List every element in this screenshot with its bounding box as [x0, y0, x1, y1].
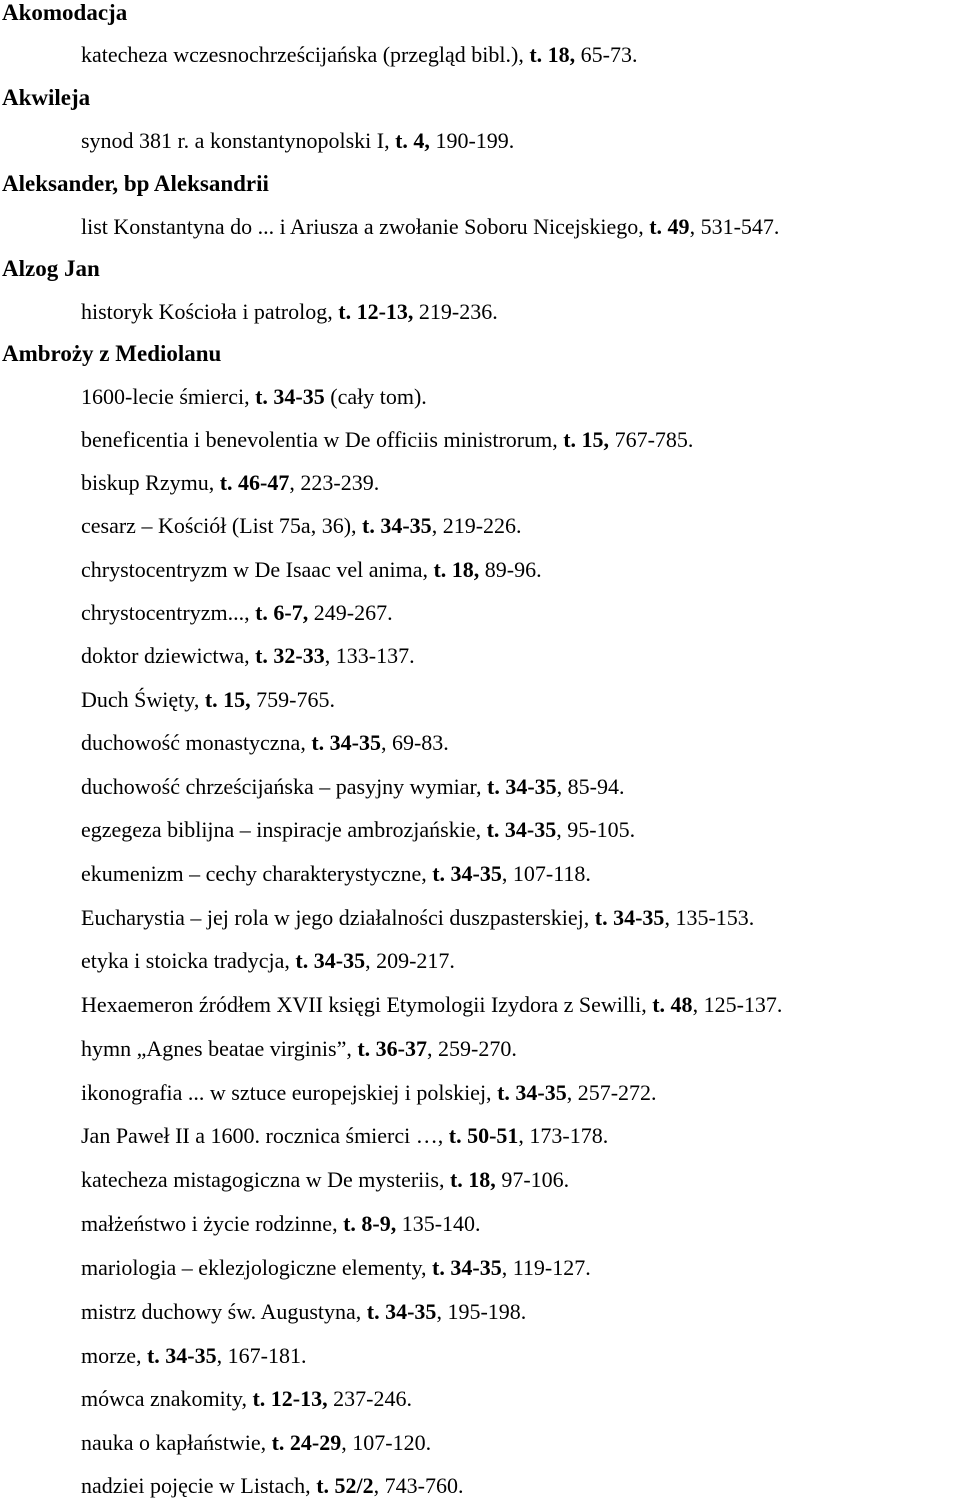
entry-topic: ikonografia ... w sztuce europejskiej i polskiej, — [81, 1080, 498, 1105]
index-entry — [81, 1255, 591, 1281]
entry-volume: t. 34-35 — [146, 1343, 217, 1368]
index-entry — [81, 1080, 657, 1106]
entry-topic: Jan Paweł II a 1600. rocznica śmierci …, — [81, 1123, 449, 1148]
index-entry — [81, 1167, 569, 1193]
entry-volume: t. 32-33 — [255, 643, 325, 668]
entry-pages: , 195-198. — [436, 1299, 527, 1324]
entry-volume: t. 12-13, — [252, 1386, 328, 1411]
entry-pages: , 259-270. — [427, 1036, 517, 1061]
entry-pages: , 173-178. — [518, 1123, 609, 1148]
index-entry — [81, 214, 779, 240]
entry-topic: ekumenizm – cechy charakterystyczne, — [81, 861, 433, 886]
entry-topic: mistrz duchowy św. Augustyna, — [81, 1299, 367, 1324]
index-entry — [81, 128, 514, 154]
entry-pages: , 223-239. — [289, 470, 380, 495]
index-entry — [81, 470, 379, 496]
entry-volume: t. 34-35 — [311, 730, 381, 755]
entry-volume: t. 48 — [652, 992, 693, 1017]
entry-pages: 65-73. — [575, 42, 638, 67]
entry-topic: chrystocentryzm..., — [81, 600, 256, 625]
entry-volume: t. 4, — [395, 128, 430, 153]
index-heading-akomodacja: Akomodacja — [2, 0, 128, 25]
index-heading-aleksander: Aleksander, bp Aleksandrii — [2, 171, 269, 196]
index-entry — [81, 861, 591, 887]
entry-topic: Duch Święty, — [81, 687, 205, 712]
index-entry — [81, 427, 693, 453]
entry-topic: morze, — [81, 1343, 147, 1368]
entry-topic: mariologia – eklezjologiczne elementy, — [81, 1255, 433, 1280]
entry-pages: , 133-137. — [324, 643, 415, 668]
entry-pages: 249-267. — [308, 600, 393, 625]
entry-volume: t. 46-47 — [219, 470, 290, 495]
index-entry — [81, 817, 635, 843]
entry-pages: 759-765. — [250, 687, 335, 712]
entry-pages: 135-140. — [396, 1211, 481, 1236]
index-entry — [81, 1473, 463, 1499]
entry-topic: 1600-lecie śmierci, — [81, 384, 256, 409]
index-entry — [81, 513, 522, 539]
entry-volume: t. 34-35 — [487, 774, 557, 799]
entry-pages: , 167-181. — [216, 1343, 307, 1368]
index-entry — [81, 1343, 306, 1369]
entry-topic: małżeństwo i życie rodzinne, — [81, 1211, 344, 1236]
entry-volume: t. 34-35 — [366, 1299, 437, 1324]
entry-volume: t. 34-35 — [432, 861, 502, 886]
entry-pages: 97-106. — [495, 1167, 570, 1192]
index-entry — [81, 1036, 517, 1062]
entry-volume: t. 34-35 — [594, 905, 665, 930]
index-entry — [81, 1430, 431, 1456]
entry-pages: , 119-127. — [501, 1255, 591, 1280]
entry-pages: , 107-118. — [501, 861, 591, 886]
index-heading-alzog-jan: Alzog Jan — [2, 256, 100, 281]
index-entry — [81, 730, 449, 756]
entry-pages: , 219-226. — [431, 513, 522, 538]
entry-topic: hymn „Agnes beatae virginis”, — [81, 1036, 358, 1061]
entry-volume: t. 49 — [649, 214, 690, 239]
entry-volume: t. 34-35 — [255, 384, 325, 409]
entry-volume: t. 34-35 — [486, 817, 557, 842]
entry-volume: t. 50-51 — [448, 1123, 519, 1148]
entry-pages: , 95-105. — [556, 817, 636, 842]
entry-pages: , 107-120. — [341, 1430, 432, 1455]
index-heading-akwileja: Akwileja — [2, 85, 91, 110]
entry-volume: t. 52/2 — [316, 1473, 374, 1498]
index-entry — [81, 1386, 412, 1412]
index-entry — [81, 1299, 526, 1325]
entry-volume: t. 24-29 — [271, 1430, 342, 1455]
entry-pages: , 743-760. — [373, 1473, 464, 1498]
entry-topic: katecheza mistagogiczna w De mysteriis, — [81, 1167, 450, 1192]
entry-pages: 237-246. — [327, 1386, 412, 1411]
index-entry — [81, 600, 393, 626]
index-entry — [81, 643, 415, 669]
entry-topic: doktor dziewictwa, — [81, 643, 256, 668]
entry-topic: duchowość chrześcijańska – pasyjny wymiar, — [81, 774, 488, 799]
index-entry — [81, 384, 427, 410]
entry-topic: etyka i stoicka tradycja, — [81, 948, 296, 973]
entry-topic: beneficentia i benevolentia w De officiis ministrorum, — [81, 427, 564, 452]
entry-topic: chrystocentryzm w De Isaac vel anima, — [81, 557, 434, 582]
entry-pages: , 209-217. — [365, 948, 455, 973]
entry-pages: , 531-547. — [689, 214, 780, 239]
entry-topic: list Konstantyna do ... i Ariusza a zwołanie Soboru Nicejskiego, — [81, 214, 650, 239]
index-entry — [81, 299, 498, 325]
entry-topic: historyk Kościoła i patrolog, — [81, 299, 339, 324]
index-entry — [81, 1211, 481, 1237]
entry-topic: mówca znakomity, — [81, 1386, 253, 1411]
entry-pages: 89-96. — [479, 557, 542, 582]
entry-volume: t. 18, — [433, 557, 480, 582]
index-entry — [81, 992, 782, 1018]
entry-volume: t. 34-35 — [432, 1255, 502, 1280]
entry-topic: synod 381 r. a konstantynopolski I, — [81, 128, 396, 153]
index-entry — [81, 557, 542, 583]
entry-volume: t. 18, — [449, 1167, 496, 1192]
entry-topic: katecheza wczesnochrześcijańska (przegląd bibl.), — [81, 42, 530, 67]
entry-volume: t. 34-35 — [362, 513, 432, 538]
entry-pages: (cały tom). — [324, 384, 427, 409]
entry-pages: 190-199. — [429, 128, 515, 153]
entry-topic: Eucharystia – jej rola w jego działalności duszpasterskiej, — [81, 905, 595, 930]
entry-volume: t. 15, — [563, 427, 610, 452]
index-entry — [81, 687, 335, 713]
entry-pages: , 125-137. — [692, 992, 783, 1017]
entry-volume: t. 12-13, — [338, 299, 414, 324]
entry-pages: , 85-94. — [556, 774, 625, 799]
entry-topic: nadziei pojęcie w Listach, — [81, 1473, 317, 1498]
entry-pages: , 69-83. — [380, 730, 449, 755]
entry-pages: 767-785. — [609, 427, 694, 452]
entry-topic: cesarz – Kościół (List 75a, 36), — [81, 513, 363, 538]
index-entry — [81, 905, 754, 931]
entry-topic: egzegeza biblijna – inspiracje ambrozjańskie, — [81, 817, 487, 842]
entry-volume: t. 34-35 — [295, 948, 366, 973]
entry-volume: t. 6-7, — [255, 600, 309, 625]
index-heading-ambrozy: Ambroży z Mediolanu — [2, 341, 222, 366]
index-entry — [81, 1123, 608, 1149]
index-entry — [81, 42, 637, 68]
entry-volume: t. 34-35 — [497, 1080, 567, 1105]
entry-pages: 219-236. — [413, 299, 498, 324]
index-entry — [81, 948, 455, 974]
entry-volume: t. 36-37 — [357, 1036, 428, 1061]
entry-topic: biskup Rzymu, — [81, 470, 220, 495]
entry-topic: duchowość monastyczna, — [81, 730, 312, 755]
entry-volume: t. 15, — [204, 687, 251, 712]
entry-pages: , 135-153. — [664, 905, 755, 930]
entry-pages: , 257-272. — [566, 1080, 657, 1105]
entry-volume: t. 8-9, — [343, 1211, 397, 1236]
entry-volume: t. 18, — [529, 42, 576, 67]
entry-topic: Hexaemeron źródłem XVII księgi Etymologii Izydora z Sewilli, — [81, 992, 653, 1017]
index-entry — [81, 774, 625, 800]
entry-topic: nauka o kapłaństwie, — [81, 1430, 272, 1455]
